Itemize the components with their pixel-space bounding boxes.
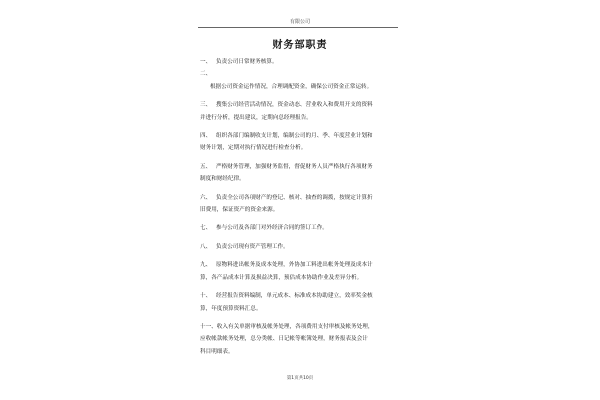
document-line xyxy=(200,290,400,302)
document-line xyxy=(200,142,400,154)
clause-number: 五、 xyxy=(200,163,212,170)
document-line xyxy=(200,204,400,216)
clause-text: 根据公司资金运作情况，合理调配资金，确保公司资金正常运转。 xyxy=(210,83,373,90)
document-line xyxy=(200,56,400,68)
clause-text: 财务计划，定期对执行情况进行检查分析。 xyxy=(200,145,307,152)
document-line xyxy=(200,222,400,234)
clause-text: 严格财务管理，加强财务监督，督促财务人员严格执行各项财务 xyxy=(216,163,373,170)
document-line xyxy=(200,161,400,173)
document-body xyxy=(200,56,400,358)
document-line xyxy=(200,272,400,284)
page-footer: 第1页共10页 xyxy=(286,376,314,381)
document-line xyxy=(200,68,400,80)
clause-text: 算，各产品成本计算及损益决算，预估成本协助作业及差异分析。 xyxy=(200,274,363,281)
clause-text: 组织各部门编制收支计划，编制公司的月、季、年度营业计划和 xyxy=(216,133,373,140)
document-title: 财务部职责 xyxy=(272,40,328,51)
clause-text: 负责全公司各项财产的登记、核对、抽查的调拨，按规定计算折 xyxy=(216,194,373,201)
document-line xyxy=(200,333,400,345)
clause-text: 参与公司及各部门对外经济合同的签订工作。 xyxy=(216,225,328,232)
clause-number: 九、 xyxy=(200,262,212,269)
document-line xyxy=(200,99,400,111)
clause-number: 二、 xyxy=(200,71,212,78)
clause-number: 十一、 xyxy=(200,323,217,330)
clause-number: 八、 xyxy=(200,243,212,250)
document-line xyxy=(200,130,400,142)
document-line xyxy=(200,112,400,124)
clause-text: 经营报告资料编制，单元成本、标准成本协助建立，效率奖金核 xyxy=(216,293,373,300)
clause-number: 三、 xyxy=(200,102,212,109)
page-header: 有限公司 xyxy=(289,19,310,25)
clause-text: 并进行分析，提出建议，定期向总经理报告。 xyxy=(200,114,312,121)
document-line xyxy=(200,192,400,204)
document-line xyxy=(200,241,400,253)
clause-number: 四、 xyxy=(200,133,212,140)
clause-text: 制度和财经纪律。 xyxy=(200,176,245,183)
clause-number: 七、 xyxy=(200,225,212,232)
clause-text: 旧费用，保证资产的资金来源。 xyxy=(200,207,279,214)
document-line xyxy=(200,173,400,185)
document-line xyxy=(200,81,400,93)
clause-text: 搜集公司经营活动情况，资金动态、营业收入和费用开支的资料 xyxy=(216,102,373,109)
document-line xyxy=(200,346,400,358)
clause-text: 负责公司现有资产管理工作。 xyxy=(216,243,289,250)
header-divider xyxy=(198,27,398,28)
clause-number: 六、 xyxy=(200,194,212,201)
clause-number: 十、 xyxy=(200,293,212,300)
clause-text: 负责公司日常财务核算。 xyxy=(216,59,278,65)
clause-text: 算，年度预算资料汇总。 xyxy=(200,305,262,312)
clause-text: 原物料进出帐务及成本处理，外协加工料进出帐务处理及成本计 xyxy=(216,262,373,269)
clause-text: 科目明细表。 xyxy=(200,348,234,355)
clause-text: 收入有关单据审核及帐务处理，各项费用支付审核及帐务处理， xyxy=(216,323,374,330)
document-line xyxy=(200,259,400,271)
document-line xyxy=(200,321,400,333)
clause-text: 应收帐款帐务处理，总分类帐、日记帐等帐簿处理，财务报表及会计 xyxy=(200,336,368,343)
document-line xyxy=(200,303,400,315)
clause-number: 一、 xyxy=(200,59,212,65)
